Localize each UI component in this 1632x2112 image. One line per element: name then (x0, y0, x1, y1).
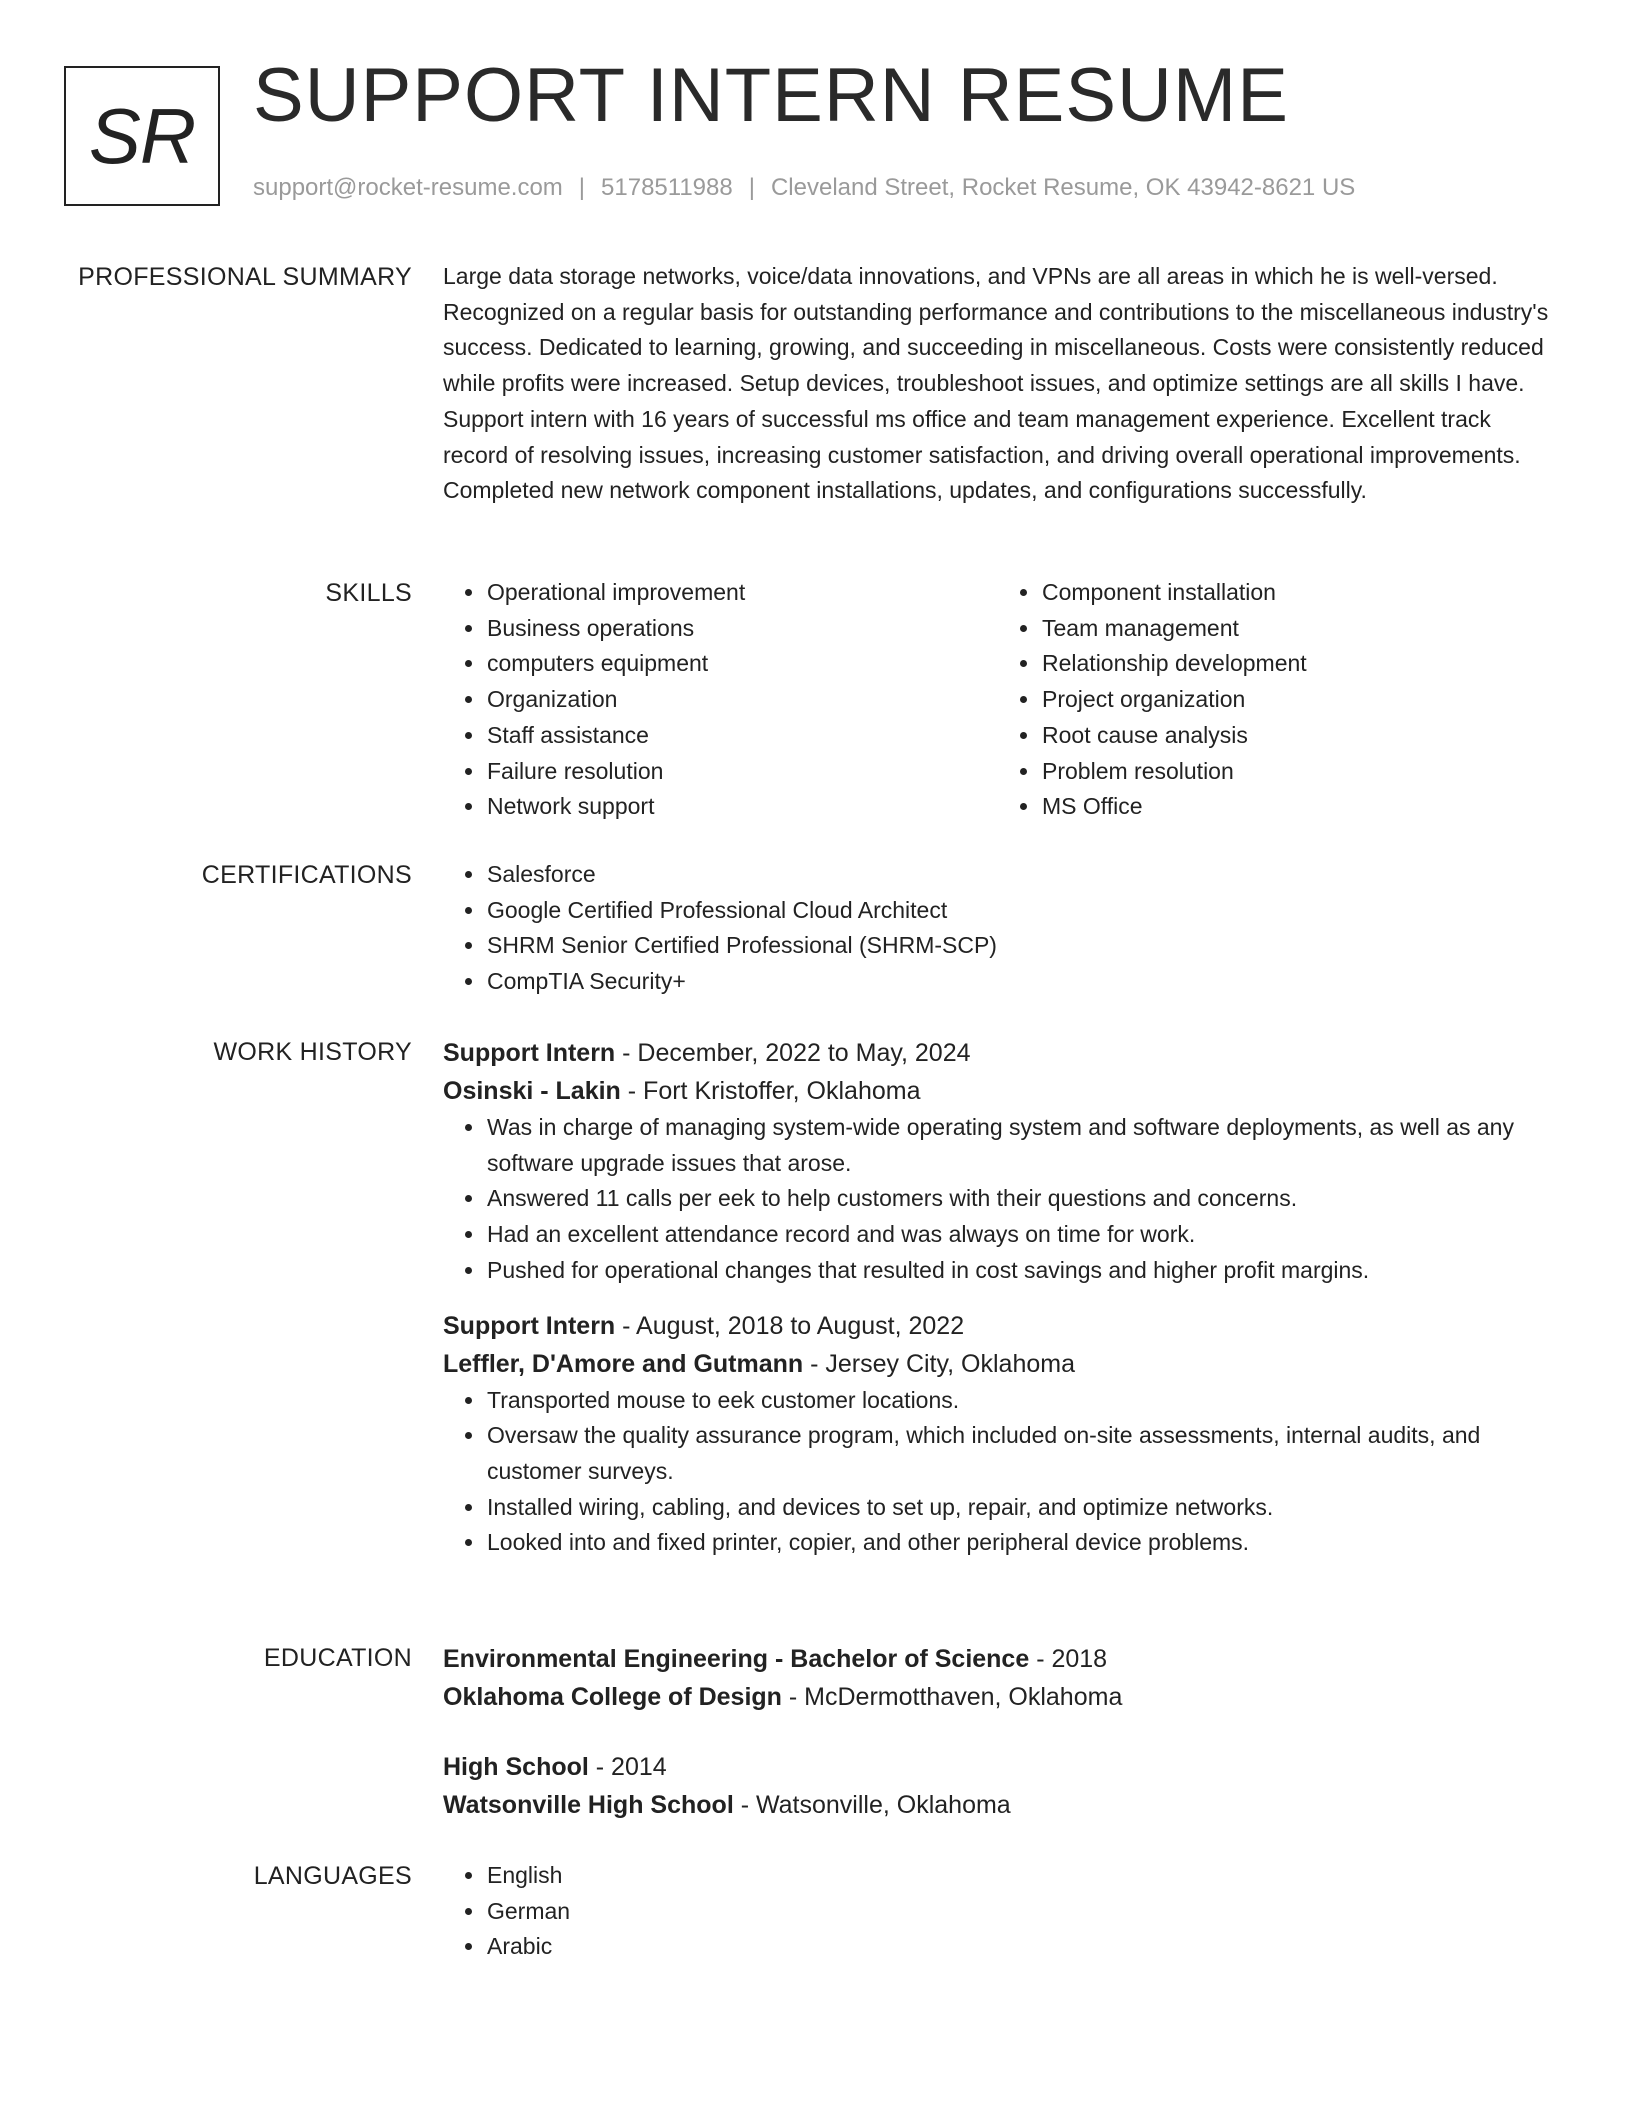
skill-item: • Staff assistance (486, 718, 998, 754)
job-entry (443, 1034, 1553, 1289)
certification-item: • Google Certified Professional Cloud Architect (486, 893, 1553, 929)
section-label-education: EDUCATION (263, 1644, 412, 1672)
education-school: Oklahoma College of Design (443, 1683, 782, 1711)
job-bullet: • Oversaw the quality assurance program, which included on-site assessments, internal audits, and customer surveys. (486, 1418, 1553, 1489)
contact-address: Cleveland Street, Rocket Resume, OK 43942-8621 US (770, 174, 1356, 201)
job-company: Leffler, D'Amore and Gutmann (443, 1349, 804, 1378)
job-bullet: • Transported mouse to eek customer locations. (486, 1383, 1553, 1419)
contact-separator: | (748, 174, 755, 201)
job-entry (443, 1307, 1553, 1562)
skill-item: • MS Office (1041, 789, 1553, 825)
job-title: Support Intern (443, 1311, 616, 1340)
skill-item: • Root cause analysis (1041, 718, 1553, 754)
skill-item: • computers equipment (486, 646, 998, 682)
job-dates: - August, 2018 to August, 2022 (615, 1311, 965, 1340)
education-school: Watsonville High School (443, 1791, 734, 1819)
resume-title: SUPPORT INTERN RESUME (253, 53, 1289, 138)
education-degree-line (443, 1748, 1553, 1786)
contact-phone[interactable]: 5178511988 (601, 174, 733, 201)
education-entry (443, 1748, 1553, 1824)
skill-item: • Problem resolution (1041, 754, 1553, 790)
skill-item: • Component installation (1041, 575, 1553, 611)
skill-item: • Team management (1041, 611, 1553, 647)
certification-item: • SHRM Senior Certified Professional (SHRM-SCP) (486, 928, 1553, 964)
contact-separator: | (578, 174, 586, 201)
education-year: - 2018 (1029, 1645, 1108, 1673)
skills-body (443, 575, 1553, 825)
skill-item: • Organization (486, 682, 998, 718)
contact-email[interactable]: support@rocket-resume.com (253, 174, 563, 201)
skill-item: • Operational improvement (486, 575, 998, 611)
section-label-summary: PROFESSIONAL SUMMARY (78, 263, 412, 291)
job-bullet: • Pushed for operational changes that resulted in cost savings and higher profit margins. (486, 1253, 1553, 1289)
education-year: - 2014 (588, 1753, 667, 1781)
certifications-list (443, 857, 1553, 1000)
job-dates: - December, 2022 to May, 2024 (615, 1039, 971, 1067)
job-title: Support Intern (443, 1039, 616, 1067)
job-title-line (443, 1307, 1553, 1345)
section-label-skills: SKILLS (325, 579, 412, 607)
education-body (443, 1640, 1553, 1824)
work-history-body (443, 1034, 1553, 1561)
certifications-body (443, 857, 1553, 1000)
certification-item: • CompTIA Security+ (486, 964, 1553, 1000)
job-company-line (443, 1072, 1553, 1110)
language-item: • German (486, 1894, 1553, 1930)
job-bullet: • Had an excellent attendance record and was always on time for work. (486, 1217, 1553, 1253)
education-entry (443, 1640, 1553, 1716)
skill-item: • Project organization (1041, 682, 1553, 718)
job-bullet-list (443, 1383, 1553, 1562)
education-degree: Environmental Engineering - Bachelor of Science (443, 1645, 1030, 1673)
language-item: • English (486, 1858, 1553, 1894)
contact-line (253, 174, 1355, 202)
job-company-line (443, 1345, 1553, 1383)
job-bullet: • Answered 11 calls per eek to help customers with their questions and concerns. (486, 1181, 1553, 1217)
job-location: - Jersey City, Oklahoma (803, 1349, 1075, 1378)
job-bullet: • Installed wiring, cabling, and devices to set up, repair, and optimize networks. (486, 1490, 1553, 1526)
section-label-work-history: WORK HISTORY (213, 1038, 412, 1066)
job-location: - Fort Kristoffer, Oklahoma (620, 1077, 921, 1105)
monogram-logo: SR (64, 66, 220, 206)
summary-body (443, 259, 1553, 509)
skills-list-right (998, 575, 1553, 825)
skill-item: • Failure resolution (486, 754, 998, 790)
languages-list (443, 1858, 1553, 1965)
job-bullet-list (443, 1110, 1553, 1289)
section-label-languages: LANGUAGES (253, 1862, 412, 1890)
skill-item: • Business operations (486, 611, 998, 647)
education-location: - McDermotthaven, Oklahoma (781, 1683, 1123, 1711)
skill-item: • Network support (486, 789, 998, 825)
job-bullet: • Looked into and fixed printer, copier, and other peripheral device problems. (486, 1525, 1553, 1561)
education-degree-line (443, 1640, 1553, 1678)
skills-list-left (443, 575, 998, 825)
languages-body (443, 1858, 1553, 1965)
summary-text: Large data storage networks, voice/data innovations, and VPNs are all areas in which he is well-versed. Recognized on a regular basis for outstanding performance and contributions to the miscellaneous industry's success. Dedicated to learning, growing, and succeeding in miscellaneous. Costs were consistently reduced while profits were increased. Setup devices, troubleshoot issues, and optimize settings are all skills I have. Support intern with 16 years of successful ms office and team management experience. Excellent track record of resolving issues, increasing customer satisfaction, and driving overall operational improvements. Completed new network component installations, updates, and configurations successfully. (443, 263, 1549, 504)
certification-item: • Salesforce (486, 857, 1553, 893)
language-item: • Arabic (486, 1929, 1553, 1965)
skill-item: • Relationship development (1041, 646, 1553, 682)
job-bullet: • Was in charge of managing system-wide operating system and software deployments, as well as any software upgrade issues that arose. (486, 1110, 1553, 1181)
education-school-line (443, 1786, 1553, 1824)
section-label-certifications: CERTIFICATIONS (201, 861, 412, 889)
job-title-line (443, 1034, 1553, 1072)
education-school-line (443, 1678, 1553, 1716)
education-degree: High School (443, 1753, 589, 1781)
education-location: - Watsonville, Oklahoma (733, 1791, 1011, 1819)
job-company: Osinski - Lakin (443, 1077, 621, 1105)
